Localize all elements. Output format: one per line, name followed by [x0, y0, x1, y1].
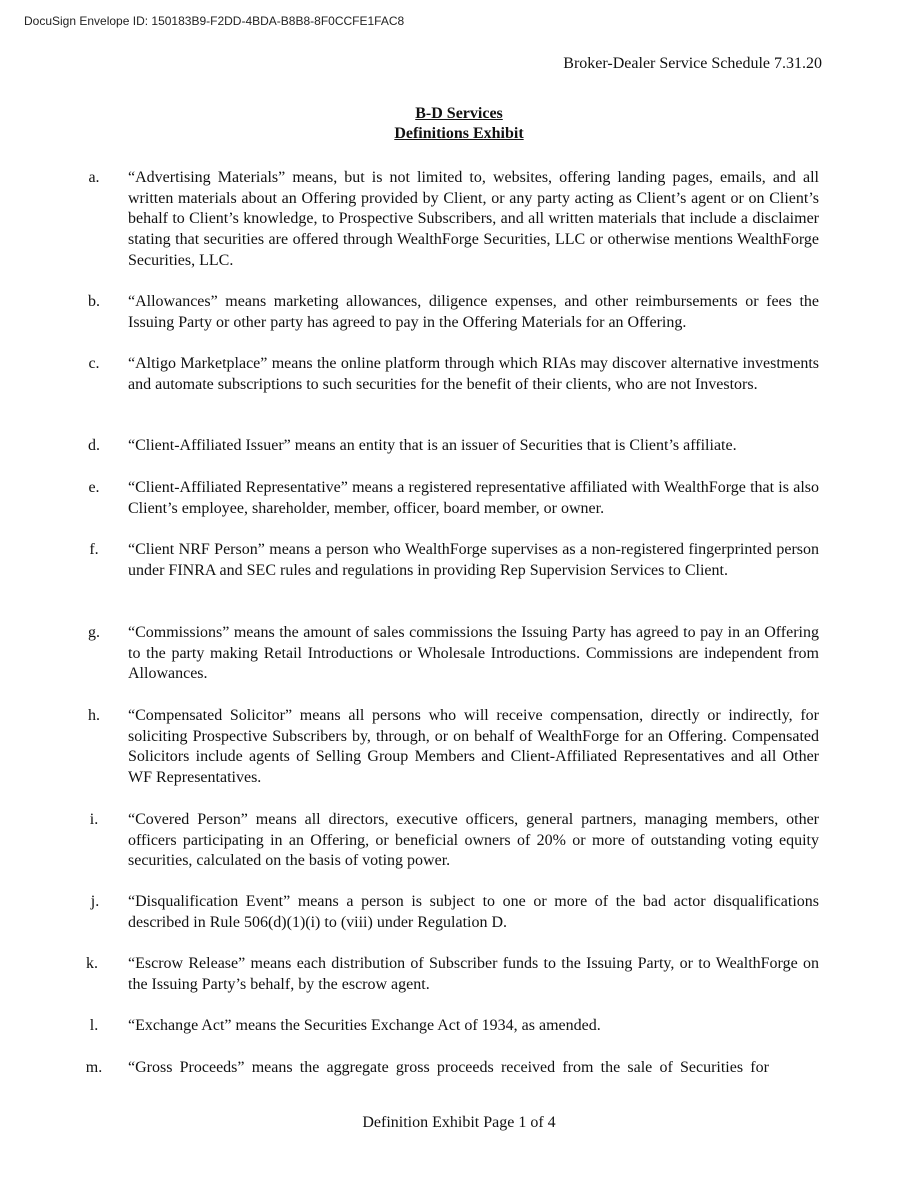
- definition-text: “Exchange Act” means the Securities Exchange Act of 1934, as amended.: [128, 1017, 601, 1034]
- definition-marker: h.: [88, 707, 100, 724]
- definition-text: “Allowances” means marketing allowances, diligence expenses, and other reimbursements or fees the Issuing Party or other party has agreed to pay in the Offering Materials for an Offering.: [128, 293, 819, 331]
- definition-marker: i.: [89, 811, 99, 828]
- document-title: [0, 104, 918, 144]
- schedule-label: Broker-Dealer Service Schedule 7.31.20: [563, 55, 822, 72]
- definition-marker: j.: [90, 893, 100, 910]
- definition-text: “Client-Affiliated Issuer” means an entity that is an issuer of Securities that is Client’s affiliate.: [128, 437, 737, 454]
- title-line-2: Definitions Exhibit: [394, 125, 524, 142]
- definition-marker: k.: [86, 955, 98, 972]
- definition-text: “Advertising Materials” means, but is not limited to, websites, offering landing pages, emails, and all written materials about an Offering provided by Client, or any party acting as Client’s agent or on Client’s behalf to Client’s knowledge, to Prospective Subscribers, and all written materials that include a disclaimer stating that securities are offered through WealthForge Securities, LLC or otherwise mentions WealthForge Securities, LLC.: [128, 169, 819, 269]
- definition-text: “Client NRF Person” means a person who WealthForge supervises as a non-registered fingerprinted person under FINRA and SEC rules and regulations in providing Rep Supervision Services to Client.: [128, 541, 819, 579]
- definition-marker: g.: [88, 624, 100, 641]
- definition-text: “Client-Affiliated Representative” means a registered representative affiliated with WealthForge that is also Client’s employee, shareholder, member, officer, board member, or owner.: [128, 479, 819, 517]
- definition-text: “Escrow Release” means each distribution of Subscriber funds to the Issuing Party, or to WealthForge on the Issuing Party’s behalf, by the escrow agent.: [128, 955, 819, 993]
- definition-marker: a.: [88, 169, 100, 186]
- definition-text: “Commissions” means the amount of sales commissions the Issuing Party has agreed to pay in an Offering to the party making Retail Introductions or Wholesale Introductions. Commissions are independent from Allowances.: [128, 624, 819, 683]
- definition-text: “Covered Person” means all directors, executive officers, general partners, managing members, other officers participating in an Offering, or beneficial owners of 20% or more of outstanding voting equity securities, calculated on the basis of voting power.: [128, 811, 819, 870]
- definition-text: “Disqualification Event” means a person is subject to one or more of the bad actor disqualifications described in Rule 506(d)(1)(i) to (viii) under Regulation D.: [128, 893, 819, 931]
- definition-text: “Altigo Marketplace” means the online platform through which RIAs may discover alternative investments and automate subscriptions to such securities for the benefit of their clients, who are not Investors.: [128, 355, 819, 393]
- definition-text: “Gross Proceeds” means the aggregate gross proceeds received from the sale of Securities for: [128, 1059, 769, 1076]
- definition-marker: m.: [85, 1059, 103, 1076]
- definition-marker: e.: [88, 479, 100, 496]
- definition-marker: d.: [88, 437, 100, 454]
- definition-marker: f.: [89, 541, 99, 558]
- page-footer: Definition Exhibit Page 1 of 4: [362, 1114, 556, 1131]
- definition-marker: c.: [88, 355, 100, 372]
- definition-marker: b.: [88, 293, 100, 310]
- docusign-envelope-id: DocuSign Envelope ID: 150183B9-F2DD-4BDA-B8B8-8F0CCFE1FAC8: [24, 14, 405, 28]
- definition-text: “Compensated Solicitor” means all persons who will receive compensation, directly or indirectly, for soliciting Prospective Subscribers by, through, or on behalf of WealthForge for an Offering. Compensated Solicitors include agents of Selling Group Members and Client-Affiliated Representatives and all Other WF Representatives.: [128, 707, 819, 787]
- title-line-1: B-D Services: [415, 105, 503, 122]
- definition-marker: l.: [89, 1017, 99, 1034]
